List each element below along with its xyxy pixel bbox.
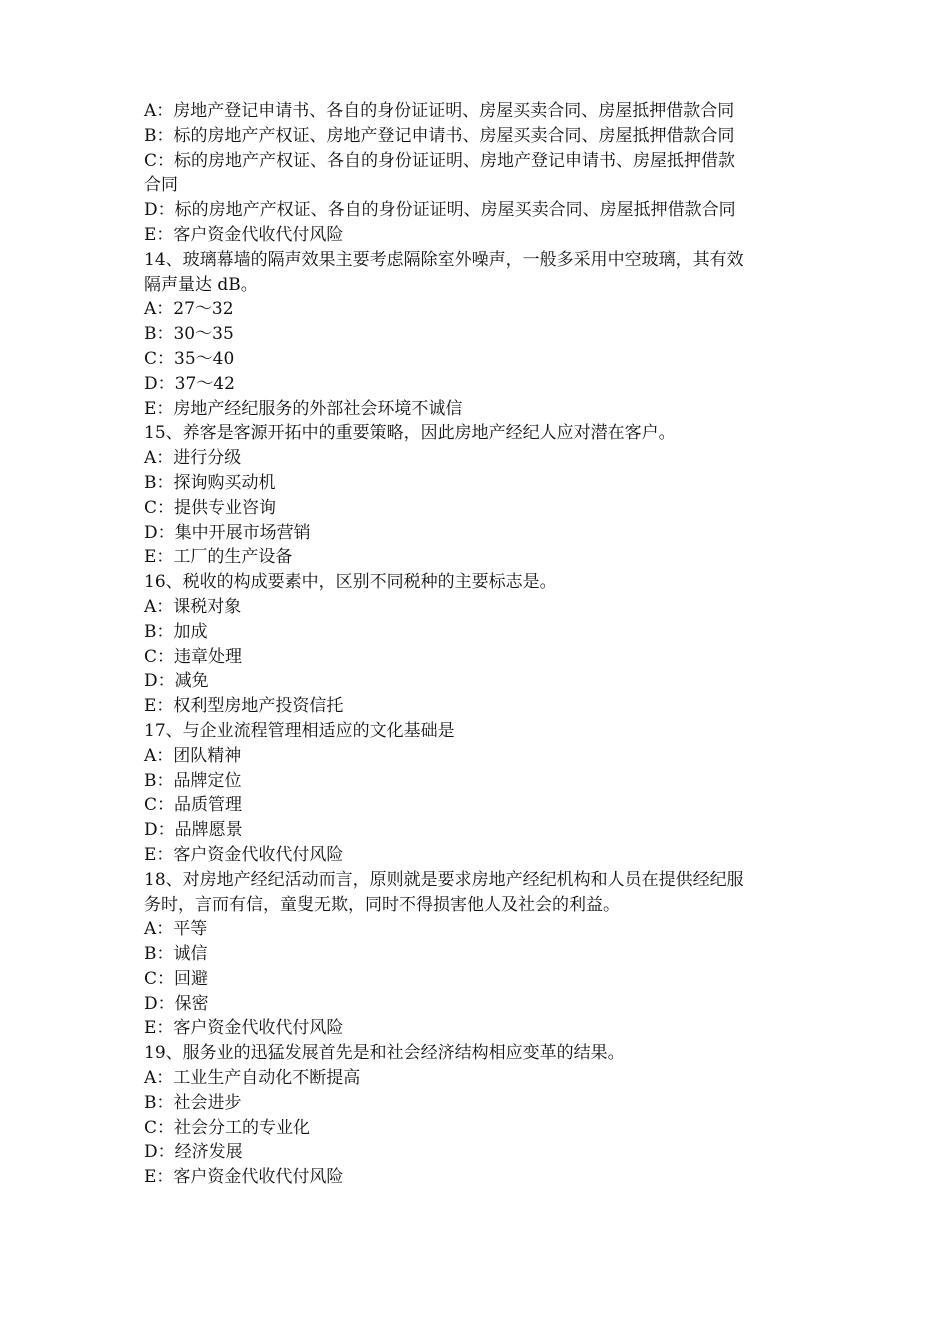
option-line: E：客户资金代收代付风险 (144, 1167, 344, 1188)
option-line: A：课税对象 (144, 596, 242, 617)
option-line: C：回避 (144, 968, 209, 989)
option-line: D：减免 (144, 671, 209, 692)
option-line: C：社会分工的专业化 (144, 1117, 311, 1138)
option-line: C：违章处理 (144, 646, 243, 667)
option-line: D：标的房地产产权证、各自的身份证证明、房屋买卖合同、房屋抵押借款合同 (144, 200, 736, 221)
question-17: 17、与企业流程管理相适应的文化基础是 (144, 720, 455, 741)
option-line: E：客户资金代收代付风险 (144, 1018, 344, 1039)
option-line: B：探询购买动机 (144, 472, 276, 493)
option-line: E：客户资金代收代付风险 (144, 224, 344, 245)
option-line: C：品质管理 (144, 795, 243, 816)
option-line: B：品牌定位 (144, 770, 242, 791)
question-18: 18、对房地产经纪活动而言，原则就是要求房地产经纪机构和人员在提供经纪服 (144, 869, 744, 890)
option-line: D：37～42 (144, 373, 235, 394)
option-line: B：社会进步 (144, 1092, 242, 1113)
option-line: E：房地产经纪服务的外部社会环境不诚信 (144, 398, 463, 419)
option-line: A：进行分级 (144, 448, 242, 469)
document-body (144, 99, 810, 1190)
option-line: C：标的房地产产权证、各自的身份证证明、房地产登记申请书、房屋抵押借款 (144, 150, 736, 171)
option-line: C：35～40 (144, 348, 235, 369)
question-19: 19、服务业的迅猛发展首先是和社会经济结构相应变革的结果。 (144, 1043, 625, 1064)
question-14: 14、玻璃幕墙的隔声效果主要考虑隔除室外噪声，一般多采用中空玻璃，其有效 (144, 249, 744, 270)
question-15: 15、养客是客源开拓中的重要策略，因此房地产经纪人应对潜在客户。 (144, 423, 676, 444)
option-line: E：权利型房地产投资信托 (144, 696, 344, 717)
option-line: A：平等 (144, 919, 208, 940)
option-line: E：工厂的生产设备 (144, 547, 293, 568)
question-14-continued: 隔声量达 dB。 (144, 274, 258, 295)
option-line: A：27～32 (144, 299, 234, 320)
question-16: 16、税收的构成要素中，区别不同税种的主要标志是。 (144, 572, 557, 593)
option-line: C：提供专业咨询 (144, 497, 277, 518)
option-line: D：经济发展 (144, 1142, 243, 1163)
option-line-continued: 合同 (144, 175, 178, 196)
option-line: B：加成 (144, 621, 208, 642)
option-line: B：30～35 (144, 324, 234, 345)
option-line: A：工业生产自动化不断提高 (144, 1068, 361, 1089)
option-line: B：诚信 (144, 944, 208, 965)
option-line: A：团队精神 (144, 745, 242, 766)
option-line: A：房地产登记申请书、各自的身份证证明、房屋买卖合同、房屋抵押借款合同 (144, 101, 735, 121)
option-line: E：客户资金代收代付风险 (144, 844, 344, 865)
option-line: D：集中开展市场营销 (144, 522, 311, 543)
option-line: D：保密 (144, 993, 209, 1014)
question-18-continued: 务时，言而有信，童叟无欺，同时不得损害他人及社会的利益。 (144, 894, 620, 915)
option-line: D：品牌愿景 (144, 820, 243, 841)
option-line: B：标的房地产产权证、房地产登记申请书、房屋买卖合同、房屋抵押借款合同 (144, 125, 735, 146)
